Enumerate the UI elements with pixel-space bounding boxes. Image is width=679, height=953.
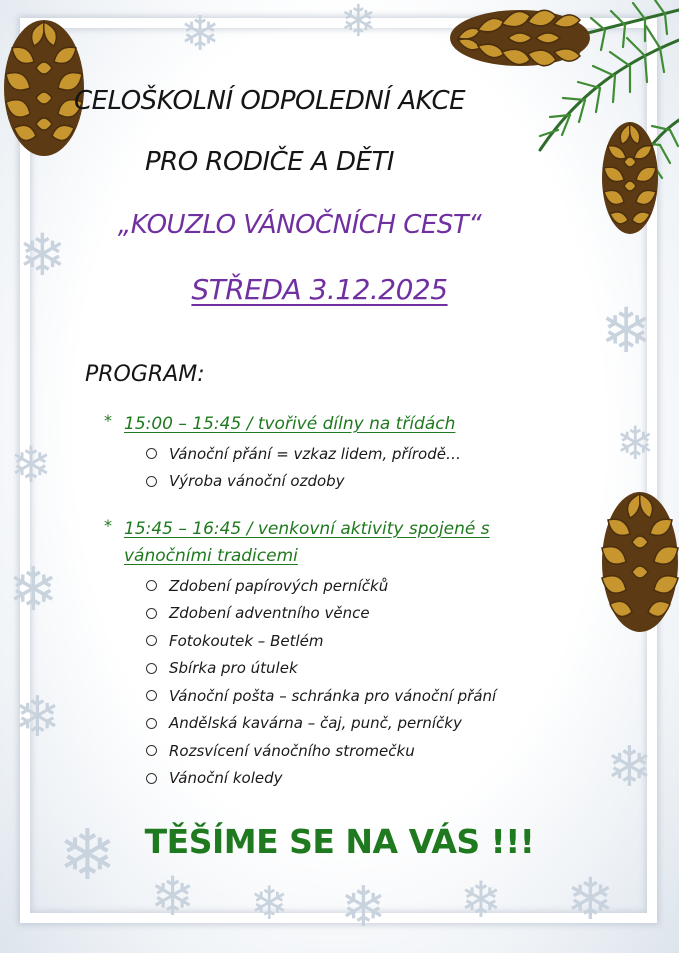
circle-bullet-icon	[146, 690, 157, 701]
activity-list	[146, 572, 544, 792]
snowflake-icon: ❄	[616, 416, 655, 470]
list-item: Vánoční přání = vzkaz lidem, přírodě…	[146, 440, 544, 468]
closing-message: TĚŠÍME SE NA VÁS !!!	[144, 822, 535, 861]
activity-list	[146, 440, 544, 495]
heading-line-2: PRO RODIČE A DĚTI	[144, 147, 395, 177]
snowflake-icon: ❄	[340, 0, 377, 47]
snowflake-icon: ❄	[14, 685, 61, 750]
snowflake-icon: ❄	[606, 735, 653, 800]
section-heading	[104, 411, 544, 438]
program-title: PROGRAM:	[85, 362, 205, 387]
list-item: Zdobení adventního věnce	[146, 600, 544, 628]
snowflake-icon: ❄	[58, 814, 117, 896]
circle-bullet-icon	[146, 580, 157, 591]
snowflake-icon: ❄	[150, 865, 196, 928]
circle-bullet-icon	[146, 745, 157, 756]
list-item: Sbírka pro útulek	[146, 655, 544, 683]
circle-bullet-icon	[146, 448, 157, 459]
circle-bullet-icon	[146, 718, 157, 729]
snowflake-icon: ❄	[600, 294, 652, 367]
circle-bullet-icon	[146, 773, 157, 784]
pine-cone-icon	[592, 486, 679, 636]
snowflake-icon: ❄	[18, 221, 67, 289]
circle-bullet-icon	[146, 608, 157, 619]
list-item: Zdobení papírových perníčků	[146, 572, 544, 600]
section-title: 15:45 – 16:45 / venkovní aktivity spojené s vánočními tradicemi	[124, 519, 490, 566]
event-title: „KOUZLO VÁNOČNÍCH CEST“	[117, 210, 482, 240]
list-item: Vánoční koledy	[146, 765, 544, 793]
snowflake-icon: ❄	[8, 555, 59, 625]
list-item: Andělská kavárna – čaj, punč, perníčky	[146, 710, 544, 738]
list-item: Výroba vánoční ozdoby	[146, 468, 544, 496]
circle-bullet-icon	[146, 476, 157, 487]
snowflake-icon: ❄	[180, 6, 221, 62]
list-item: Fotokoutek – Betlém	[146, 627, 544, 655]
section-heading	[104, 516, 544, 570]
circle-bullet-icon	[146, 635, 157, 646]
snowflake-icon: ❄	[460, 871, 502, 929]
event-date: STŘEDA 3.12.2025	[191, 273, 448, 306]
section-title: 15:00 – 15:45 / tvořivé dílny na třídách	[124, 414, 456, 434]
circle-bullet-icon	[146, 663, 157, 674]
snowflake-icon: ❄	[340, 875, 387, 940]
snowflake-icon: ❄	[250, 876, 289, 930]
list-item: Rozsvícení vánočního stromečku	[146, 737, 544, 765]
snowflake-icon: ❄	[10, 436, 52, 494]
program-section	[104, 411, 544, 495]
snowflake-icon: ❄	[566, 865, 615, 933]
asterisk-bullet: *	[104, 516, 112, 535]
pine-cone-icon	[448, 0, 598, 70]
list-item: Vánoční pošta – schránka pro vánoční přání	[146, 682, 544, 710]
program-section	[104, 516, 544, 792]
heading-line-1: CELOŠKOLNÍ ODPOLEDNÍ AKCE	[73, 86, 466, 116]
asterisk-bullet: *	[104, 411, 112, 430]
